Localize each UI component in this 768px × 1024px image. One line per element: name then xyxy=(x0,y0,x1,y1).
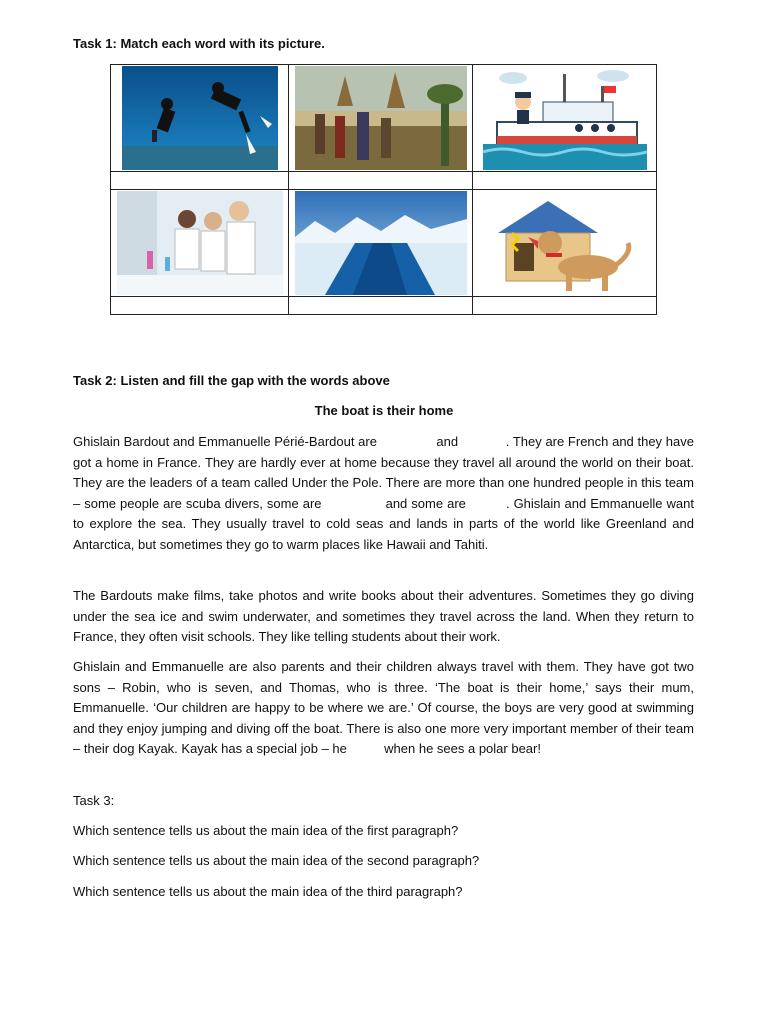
picture-cell xyxy=(111,65,289,172)
scientists-lab-image xyxy=(117,191,283,295)
paragraph-3-text-b: when he sees a polar bear! xyxy=(384,741,541,757)
scuba-divers-image xyxy=(122,66,278,170)
paragraph-1-text-e: . Ghislain and Emmanuelle want to explore the sea. They usually travel to cold seas and lands in parts of the world like Greenland and Antarctica, but sometimes they go to warm places like Hawaii and Tahiti. xyxy=(73,495,694,552)
paragraph-1-text-a: Ghislain Bardout and Emmanuelle Périé-Bardout are xyxy=(73,434,377,449)
task1-heading: Task 1: Match each word with its picture. xyxy=(73,36,325,51)
answer-cell[interactable] xyxy=(289,172,473,190)
answer-cell[interactable] xyxy=(111,172,289,190)
paragraph-2: The Bardouts make films, take photos and write books about their adventures. Sometimes they go diving under the sea ice and swim underwater, and sometimes they travel across the land. When they return to France, they often visit schools. They like telling students about their work. xyxy=(73,588,694,645)
picture-cell xyxy=(473,190,657,297)
answer-cell[interactable] xyxy=(111,297,289,315)
ship-captain-cartoon-image xyxy=(483,66,647,170)
picture-cell xyxy=(473,65,657,172)
polar-ice-landscape-image xyxy=(295,191,467,295)
story-title: The boat is their home xyxy=(314,403,454,418)
paragraph-1-text-b: and xyxy=(436,434,459,449)
paragraph-1 xyxy=(73,432,694,556)
picture-cell xyxy=(111,190,289,297)
answer-cell[interactable] xyxy=(473,297,657,315)
task2-heading: Task 2: Listen and fill the gap with the words above xyxy=(73,373,390,388)
picture-cell xyxy=(289,65,473,172)
barking-dog-kennel-image xyxy=(490,193,640,293)
answer-cell[interactable] xyxy=(289,297,473,315)
paragraph-3 xyxy=(73,657,694,760)
question-2: Which sentence tells us about the main idea of the second paragraph? xyxy=(73,853,480,868)
task3-heading: Task 3: xyxy=(73,793,115,808)
paragraph-3-text-a: Ghislain and Emmanuelle are also parents and their children always travel with them. They have got two sons – Robin, who is seven, and Thomas, who is three. ‘The boat is their home,’ says their mum, Emmanuelle. ‘Our children are happy to be where we are.’ Of course, the boys are very good at swimming and they enjoy jumping and diving off the boat. There is also one more very important member of their team – their dog Kayak. Kayak has a special job – he xyxy=(73,659,694,757)
picture-cell xyxy=(289,190,473,297)
question-3: Which sentence tells us about the main idea of the third paragraph? xyxy=(73,884,463,899)
matching-table xyxy=(110,64,657,315)
answer-cell[interactable] xyxy=(473,172,657,190)
paragraph-1-text-d: and some are xyxy=(385,495,466,511)
question-1: Which sentence tells us about the main idea of the first paragraph? xyxy=(73,823,459,838)
explorers-painting-image xyxy=(295,66,467,170)
paragraph-1-text-c: . They are French and they have got a home in France. They are hardly ever at home because they travel all around the world on their boat. They are the leaders of a team called Under the Pole. There are more than one hundred people in this team – some people are scuba divers, some are xyxy=(73,434,694,511)
